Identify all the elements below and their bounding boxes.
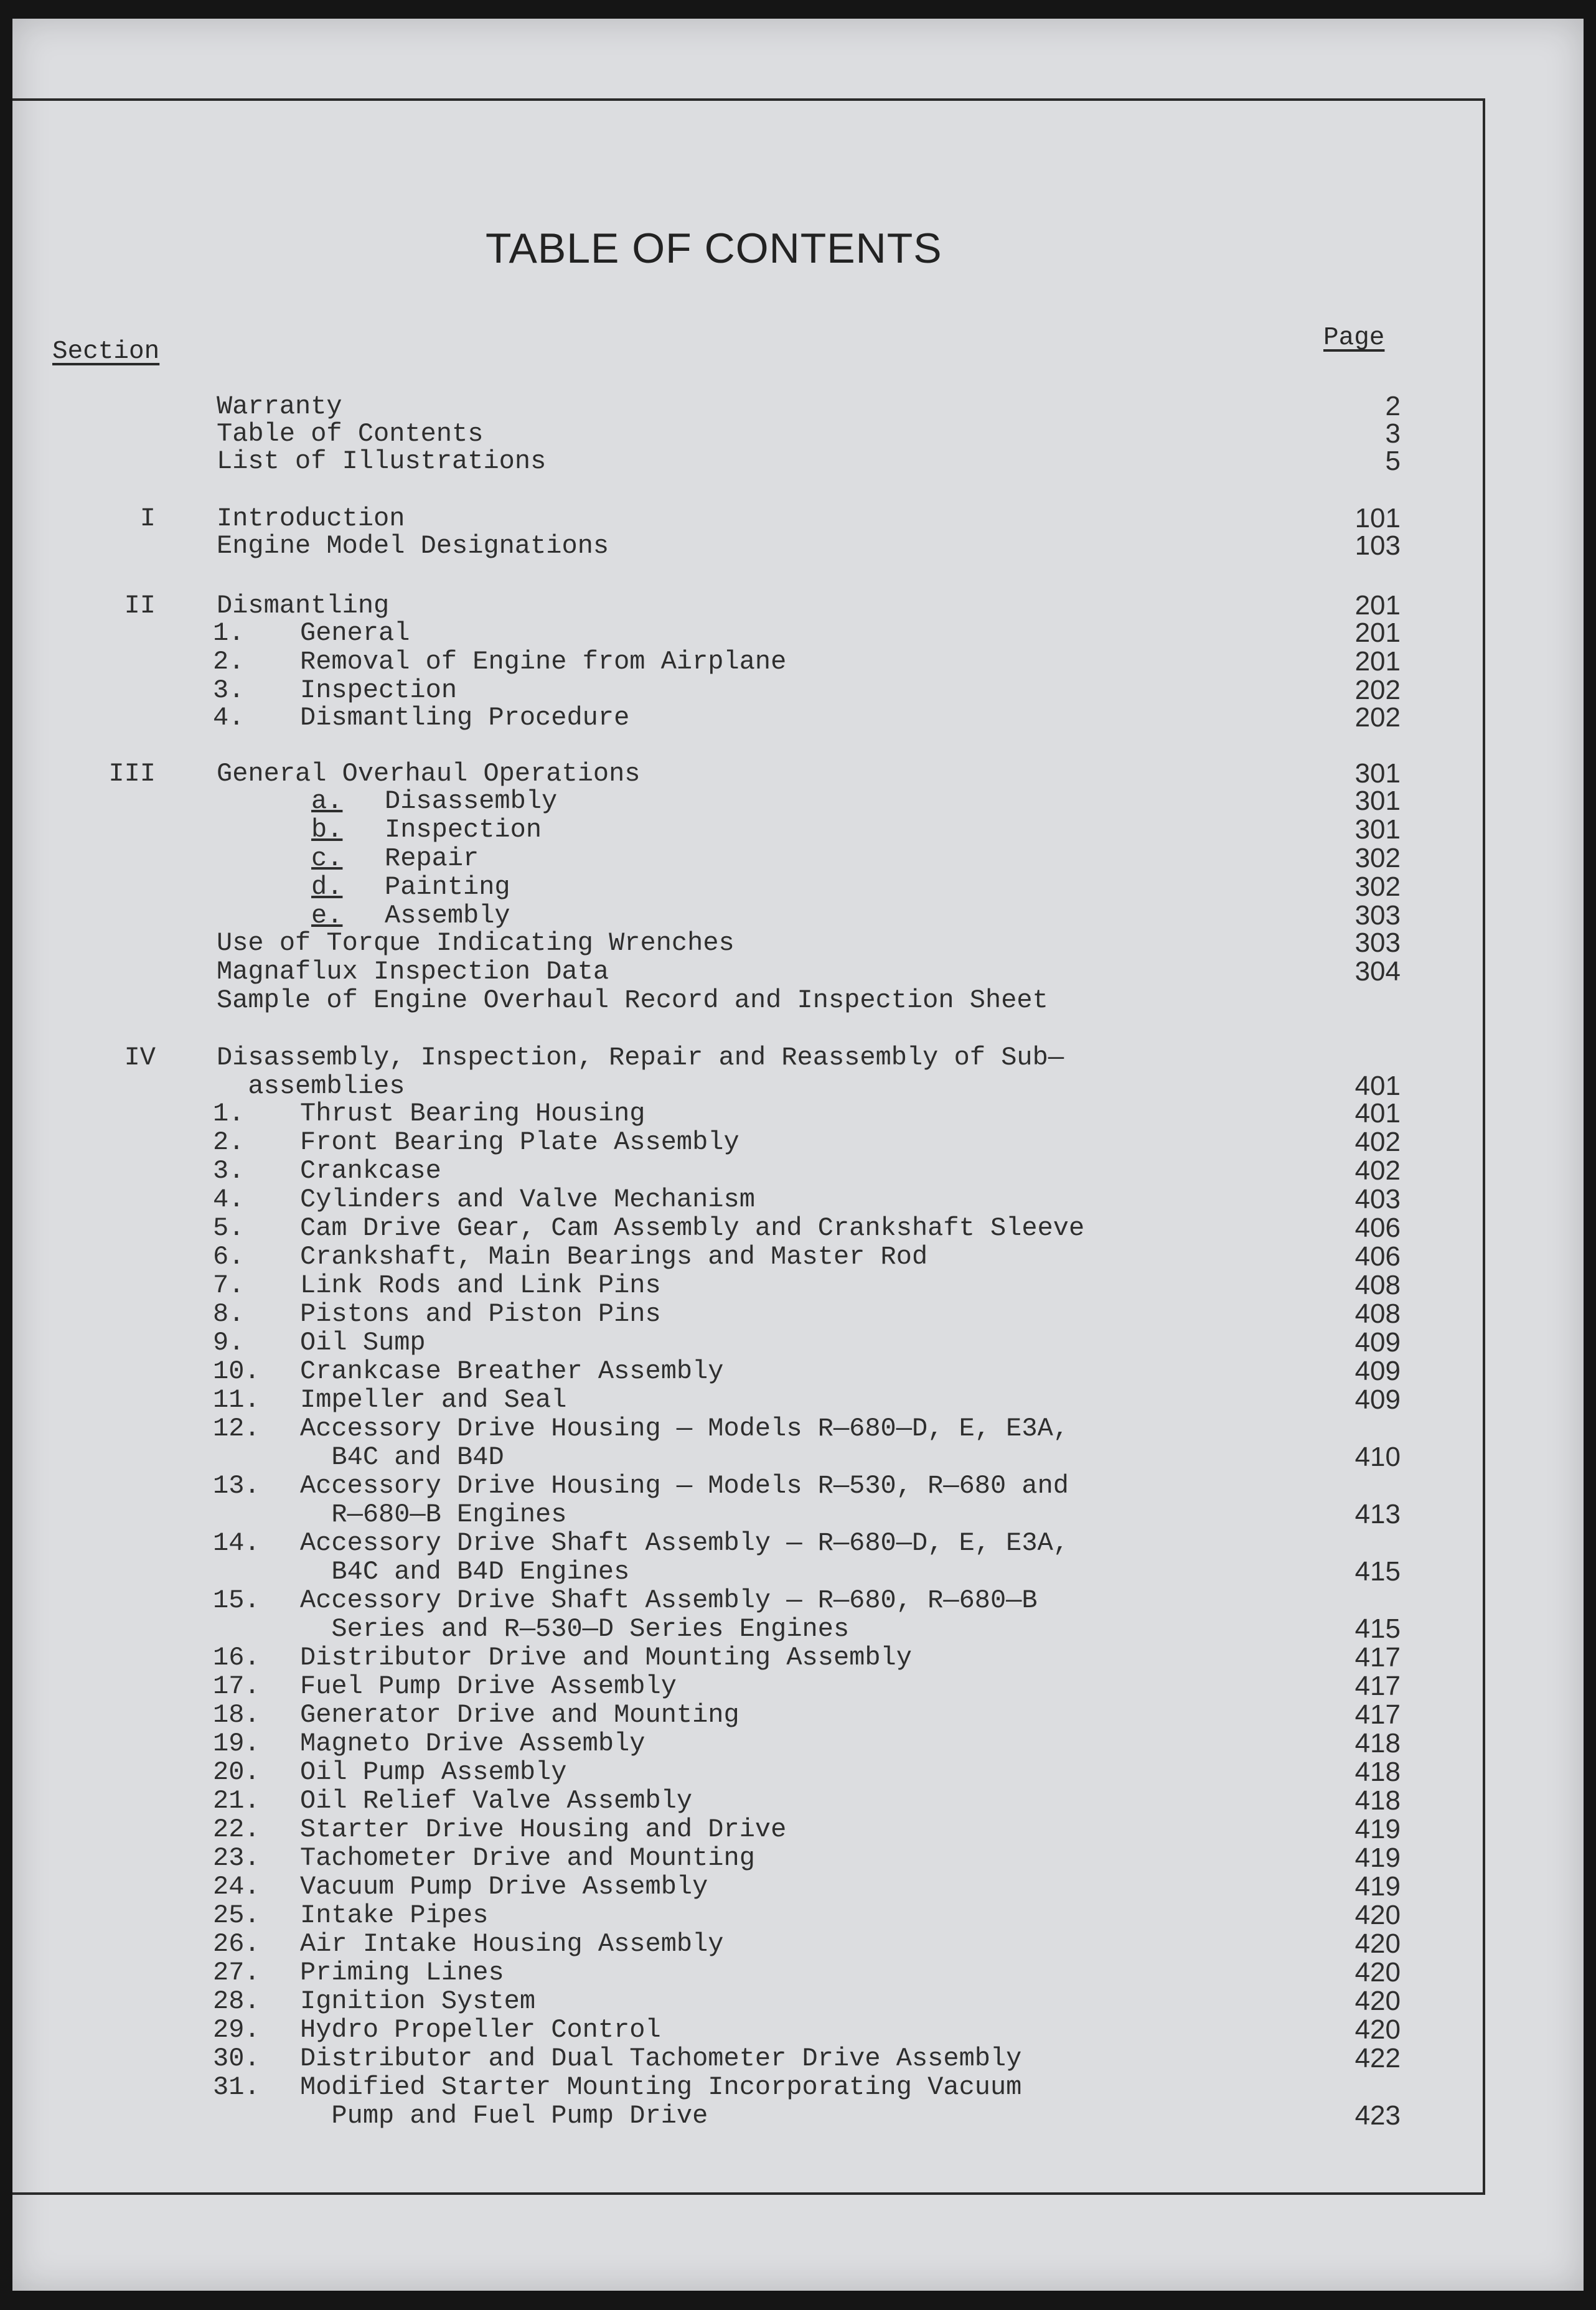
toc-section-numeral: III <box>108 759 156 789</box>
toc-page-number: 301 <box>1354 786 1401 816</box>
toc-page-number: 303 <box>1354 927 1401 958</box>
toc-entry-title: Use of Torque Indicating Wrenches <box>217 928 735 958</box>
toc-item-number: 26. <box>213 1929 260 1959</box>
toc-item-number: 3. <box>213 675 245 705</box>
toc-item-number: a. <box>311 786 343 816</box>
toc-entry-title: Impeller and Seal <box>300 1385 567 1415</box>
document-page <box>12 19 1584 2291</box>
toc-entry <box>12 1615 1483 1643</box>
toc-entry-title: Distributor Drive and Mounting Assembly <box>300 1643 912 1673</box>
toc-entry-title: Introduction <box>217 504 405 533</box>
toc-entry-title: Cam Drive Gear, Cam Assembly and Crankshaft Sleeve <box>300 1213 1085 1243</box>
toc-entry-title: Air Intake Housing Assembly <box>300 1929 724 1959</box>
toc-page-number: 406 <box>1354 1241 1401 1272</box>
toc-entry-title: Oil Sump <box>300 1328 426 1358</box>
toc-entry <box>12 1844 1483 1872</box>
toc-entry-title: Oil Pump Assembly <box>300 1757 567 1787</box>
toc-entry-title: Intake Pipes <box>300 1900 489 1930</box>
toc-page-number: 419 <box>1354 1814 1401 1844</box>
toc-entry <box>12 873 1483 901</box>
toc-item-number: d. <box>311 872 343 902</box>
toc-entry-title: Crankcase Breather Assembly <box>300 1356 724 1386</box>
toc-page-number: 418 <box>1354 1785 1401 1816</box>
toc-entry <box>12 420 1483 448</box>
toc-entry <box>12 1758 1483 1786</box>
toc-item-number: 13. <box>213 1471 260 1501</box>
toc-page-number: 301 <box>1354 814 1401 845</box>
toc-entry <box>12 647 1483 676</box>
toc-section-numeral: II <box>124 591 156 621</box>
toc-page-number: 202 <box>1354 702 1401 733</box>
toc-page-number: 303 <box>1354 900 1401 931</box>
toc-entry-title: Front Bearing Plate Assembly <box>300 1127 739 1157</box>
toc-section-numeral: I <box>139 504 156 533</box>
toc-entry-title: Accessory Drive Housing — Models R—530, R—680 and <box>300 1471 1069 1501</box>
toc-item-number: 21. <box>213 1786 260 1816</box>
toc-entry <box>12 1529 1483 1557</box>
toc-entry-title: Pump and Fuel Pump Drive <box>300 2101 708 2131</box>
toc-entry-title: Tachometer Drive and Mounting <box>300 1843 755 1873</box>
toc-page-number: 201 <box>1354 590 1401 621</box>
toc-entry <box>12 1099 1483 1128</box>
toc-entry <box>12 1414 1483 1443</box>
toc-entry <box>12 929 1483 957</box>
toc-entry-title: Distributor and Dual Tachometer Drive Assembly <box>300 2044 1022 2073</box>
toc-entry-title: R—680—B Engines <box>300 1500 567 1529</box>
section-column-header: Section <box>52 337 160 366</box>
toc-entry <box>12 1271 1483 1300</box>
toc-entry <box>12 532 1483 560</box>
toc-page-number: 419 <box>1354 1843 1401 1873</box>
toc-entry-title: Priming Lines <box>300 1958 504 1988</box>
toc-page-number: 5 <box>1385 446 1401 476</box>
toc-page-number: 2 <box>1385 391 1401 421</box>
toc-entry <box>12 392 1483 421</box>
toc-entry <box>12 1987 1483 2016</box>
toc-entry-title: Inspection <box>300 675 458 705</box>
toc-page-number: 410 <box>1354 1442 1401 1472</box>
toc-entry <box>12 1472 1483 1500</box>
toc-item-number: 2. <box>213 647 245 677</box>
toc-page-number: 418 <box>1354 1757 1401 1787</box>
toc-page-number: 417 <box>1354 1671 1401 1701</box>
toc-item-number: 20. <box>213 1757 260 1787</box>
toc-entry <box>12 901 1483 930</box>
toc-entry <box>12 1357 1483 1386</box>
toc-page-number: 415 <box>1354 1556 1401 1587</box>
toc-entry-title: Vacuum Pump Drive Assembly <box>300 1872 708 1902</box>
toc-entry-title: Dismantling <box>217 591 390 621</box>
toc-entry <box>12 2073 1483 2101</box>
toc-page-number: 101 <box>1354 503 1401 533</box>
toc-page-number: 301 <box>1354 758 1401 789</box>
toc-entry <box>12 957 1483 986</box>
toc-item-number: 2. <box>213 1127 245 1157</box>
toc-entry-title: Crankshaft, Main Bearings and Master Rod <box>300 1242 928 1272</box>
toc-item-number: b. <box>311 815 343 845</box>
toc-entry <box>12 1729 1483 1758</box>
toc-entry <box>12 1300 1483 1328</box>
toc-page-number: 422 <box>1354 2043 1401 2073</box>
toc-page-number: 401 <box>1354 1071 1401 1101</box>
toc-page-number: 408 <box>1354 1298 1401 1329</box>
toc-item-number: 22. <box>213 1815 260 1844</box>
toc-page-number: 403 <box>1354 1184 1401 1214</box>
toc-entry <box>12 759 1483 788</box>
toc-page-number: 415 <box>1354 1613 1401 1644</box>
toc-item-number: 14. <box>213 1528 260 1558</box>
toc-page-number: 408 <box>1354 1270 1401 1300</box>
toc-entry-title: Accessory Drive Shaft Assembly — R—680—D, E, E3A, <box>300 1528 1069 1558</box>
page-column-header: Page <box>1323 324 1385 352</box>
toc-entry <box>12 844 1483 873</box>
toc-page-number: 302 <box>1354 843 1401 873</box>
toc-entry <box>12 787 1483 815</box>
toc-entry-title: List of Illustrations <box>217 446 547 476</box>
toc-item-number: 28. <box>213 1986 260 2016</box>
toc-page-number: 423 <box>1354 2100 1401 2131</box>
toc-entry-title: Accessory Drive Shaft Assembly — R—680, R—680—B <box>300 1585 1038 1615</box>
toc-item-number: 19. <box>213 1729 260 1758</box>
toc-item-number: 15. <box>213 1585 260 1615</box>
toc-page-number: 419 <box>1354 1871 1401 1902</box>
toc-entry <box>12 1185 1483 1214</box>
toc-item-number: 5. <box>213 1213 245 1243</box>
toc-page-number: 420 <box>1354 1986 1401 2016</box>
toc-entry <box>12 1557 1483 1586</box>
toc-entry-title: Repair <box>385 843 479 873</box>
toc-item-number: 4. <box>213 703 245 733</box>
toc-entry <box>12 1815 1483 1844</box>
toc-entry-title: Assembly <box>385 901 510 931</box>
toc-page-number: 103 <box>1354 530 1401 561</box>
toc-entry <box>12 2101 1483 2130</box>
toc-page-number: 401 <box>1354 1098 1401 1129</box>
toc-item-number: 30. <box>213 2044 260 2073</box>
toc-entry-title: Removal of Engine from Airplane <box>300 647 787 677</box>
toc-entry <box>12 1443 1483 1472</box>
toc-page-number: 3 <box>1385 418 1401 449</box>
toc-entry <box>12 1701 1483 1729</box>
toc-page-number: 417 <box>1354 1642 1401 1673</box>
toc-item-number: 18. <box>213 1700 260 1730</box>
toc-entry-title: Magneto Drive Assembly <box>300 1729 645 1758</box>
toc-entry-title: assemblies <box>217 1071 405 1101</box>
toc-entry-title: Thrust Bearing Housing <box>300 1099 645 1129</box>
toc-page-number: 402 <box>1354 1155 1401 1186</box>
toc-page-number: 420 <box>1354 1957 1401 1988</box>
toc-entry-title: General Overhaul Operations <box>217 759 641 789</box>
toc-page-number: 413 <box>1354 1499 1401 1529</box>
toc-item-number: 17. <box>213 1671 260 1701</box>
toc-entry <box>12 1872 1483 1901</box>
toc-entry-title: Pistons and Piston Pins <box>300 1299 661 1329</box>
toc-page-number: 417 <box>1354 1699 1401 1730</box>
toc-entry-title: Hydro Propeller Control <box>300 2015 661 2045</box>
toc-page-number: 304 <box>1354 956 1401 987</box>
toc-section-numeral: IV <box>124 1043 156 1073</box>
toc-entry <box>12 1586 1483 1615</box>
toc-entry-title: Link Rods and Link Pins <box>300 1270 661 1300</box>
toc-entry-title: Generator Drive and Mounting <box>300 1700 739 1730</box>
toc-item-number: 8. <box>213 1299 245 1329</box>
toc-item-number: 10. <box>213 1356 260 1386</box>
toc-entry-title: Starter Drive Housing and Drive <box>300 1815 787 1844</box>
toc-entry-title: Magnaflux Inspection Data <box>217 957 609 987</box>
toc-entry <box>12 2044 1483 2073</box>
toc-item-number: 11. <box>213 1385 260 1415</box>
toc-entry <box>12 1043 1483 1072</box>
toc-page-number: 201 <box>1354 646 1401 677</box>
toc-entry <box>12 1386 1483 1414</box>
toc-item-number: c. <box>311 843 343 873</box>
toc-entry <box>12 815 1483 844</box>
page-title: TABLE OF CONTENTS <box>486 225 942 272</box>
toc-entry <box>12 1328 1483 1357</box>
toc-item-number: 12. <box>213 1414 260 1444</box>
toc-item-number: 9. <box>213 1328 245 1358</box>
toc-item-number: 25. <box>213 1900 260 1930</box>
toc-page-number: 302 <box>1354 871 1401 902</box>
toc-entry-title: Table of Contents <box>217 419 484 449</box>
toc-entry-title: Oil Relief Valve Assembly <box>300 1786 693 1816</box>
toc-entry-title: Disassembly <box>385 786 558 816</box>
toc-entry-title: Dismantling Procedure <box>300 703 630 733</box>
toc-entry-title: Crankcase <box>300 1156 441 1186</box>
toc-entry-title: Ignition System <box>300 1986 536 2016</box>
toc-page-number: 420 <box>1354 2014 1401 2045</box>
toc-item-number: 1. <box>213 1099 245 1129</box>
toc-page-number: 406 <box>1354 1213 1401 1243</box>
toc-entry-title: General <box>300 618 410 648</box>
toc-entry <box>12 2016 1483 2044</box>
toc-entry <box>12 1930 1483 1958</box>
toc-entry-title: Warranty <box>217 392 342 421</box>
toc-page-number: 201 <box>1354 617 1401 648</box>
toc-entry <box>12 447 1483 476</box>
toc-page-number: 402 <box>1354 1127 1401 1157</box>
toc-page-number: 202 <box>1354 675 1401 705</box>
toc-item-number: 4. <box>213 1185 245 1214</box>
toc-item-number: 3. <box>213 1156 245 1186</box>
toc-entry-title: Modified Starter Mounting Incorporating Vacuum <box>300 2072 1022 2102</box>
toc-item-number: 7. <box>213 1270 245 1300</box>
toc-entry-title: Series and R—530—D Series Engines <box>300 1614 850 1644</box>
toc-page-number: 420 <box>1354 1900 1401 1930</box>
toc-entry <box>12 1157 1483 1185</box>
toc-item-number: 16. <box>213 1643 260 1673</box>
toc-entry-title: Cylinders and Valve Mechanism <box>300 1185 755 1214</box>
toc-item-number: 31. <box>213 2072 260 2102</box>
toc-item-number: 6. <box>213 1242 245 1272</box>
toc-entry <box>12 1786 1483 1815</box>
toc-entry <box>12 1901 1483 1930</box>
toc-entry <box>12 504 1483 533</box>
toc-entry-title: B4C and B4D Engines <box>300 1557 630 1587</box>
toc-page-number: 409 <box>1354 1384 1401 1415</box>
toc-entry-title: Painting <box>385 872 510 902</box>
toc-entry <box>12 1242 1483 1271</box>
toc-entry <box>12 1500 1483 1529</box>
toc-entry <box>12 591 1483 620</box>
toc-item-number: 24. <box>213 1872 260 1902</box>
toc-entry <box>12 619 1483 647</box>
toc-page-number: 418 <box>1354 1728 1401 1758</box>
toc-entry <box>12 986 1483 1015</box>
toc-entry <box>12 676 1483 705</box>
toc-entry <box>12 1643 1483 1672</box>
toc-item-number: 27. <box>213 1958 260 1988</box>
toc-entry-title: Disassembly, Inspection, Repair and Reassembly of Sub— <box>217 1043 1064 1073</box>
toc-entry <box>12 703 1483 732</box>
toc-entry <box>12 1672 1483 1701</box>
toc-item-number: e. <box>311 901 343 931</box>
toc-entry-title: Fuel Pump Drive Assembly <box>300 1671 677 1701</box>
toc-entry <box>12 1072 1483 1101</box>
toc-page-number: 420 <box>1354 1928 1401 1959</box>
toc-entry-title: B4C and B4D <box>300 1442 504 1472</box>
toc-item-number: 1. <box>213 618 245 648</box>
toc-entry-title: Engine Model Designations <box>217 531 609 561</box>
toc-item-number: 29. <box>213 2015 260 2045</box>
toc-entry-title: Inspection <box>385 815 542 845</box>
toc-entry <box>12 1128 1483 1157</box>
toc-item-number: 23. <box>213 1843 260 1873</box>
toc-entry <box>12 1958 1483 1987</box>
toc-entry-title: Sample of Engine Overhaul Record and Inspection Sheet <box>217 985 1048 1015</box>
toc-entry <box>12 1214 1483 1242</box>
toc-entry-title: Accessory Drive Housing — Models R—680—D, E, E3A, <box>300 1414 1069 1444</box>
toc-page-number: 409 <box>1354 1327 1401 1358</box>
toc-page-number: 409 <box>1354 1356 1401 1386</box>
